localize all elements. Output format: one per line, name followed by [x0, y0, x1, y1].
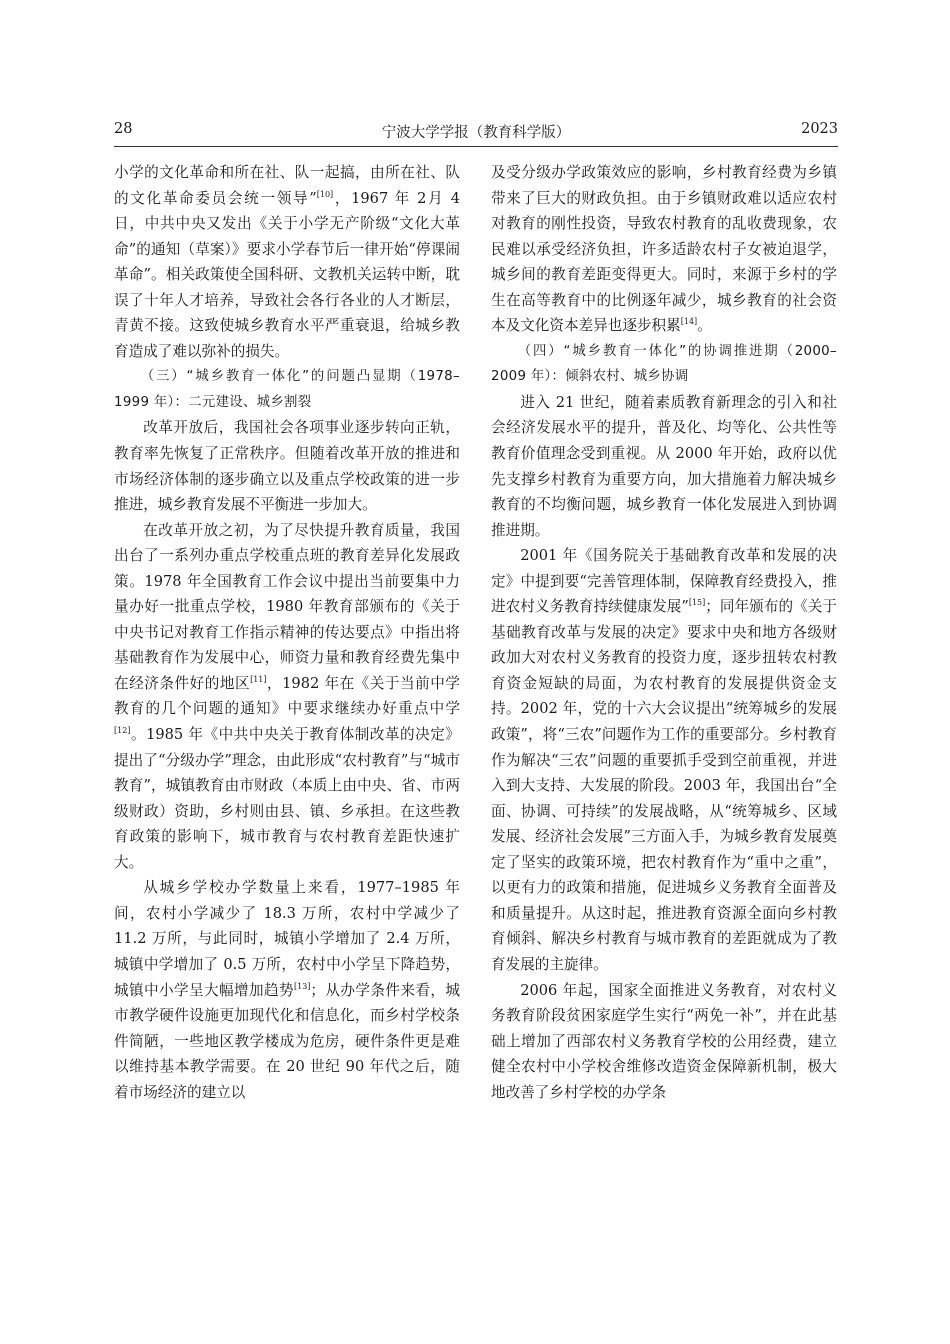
citation-14[interactable]: [14] [680, 317, 698, 327]
paragraph: 改革开放后，我国社会各项事业逐步转向正轨，教育率先恢复了正常秩序。但随着改革开放的推进和市场经济体制的逐步确立以及重点学校政策的进一步推进，城乡教育发展不平衡进一步加大。 [114, 419, 460, 514]
paragraph: 及受分级办学政策效应的影响，乡村教育经费为乡镇带来了巨大的财政负担。由于乡镇财政难以适应农村对教育的刚性投资，导致农村教育的乱收费现象，农民难以承受经济负担，许多适龄农村子女被迫退学，城乡间的教育差距变得更大。同时，来源于乡村的学生在高等教育中的比例逐年减少，城乡教育的社会资本及文化资本差异也逐步积累[14]。 [491, 164, 837, 335]
citation-11[interactable]: [11] [250, 674, 267, 684]
paragraph: 2001 年《国务院关于基础教育改革和发展的决定》中提到要“完善管理体制，保障教育经费投入，推进农村义务教育持续健康发展”[15]；同年颁布的《关于基础教育改革与发展的决定》要求中央和地方各级财政加大对农村义务教育的投资力度，逐步扭转农村教育资金短缺的局面，为农村教育的发展提供资金支持。2002 年，党的十六大会议提出“统筹城乡的发展政策”，将“三农”问题作为工作的重要部分。乡村教育作为解决“三农”问题的重要抓手受到空前重视，并进入到大支持、大发展的阶段。2003 年，我国出台“全面、协调、可持续”的发展战略，从“统筹城乡、区域发展、经济社会发展”三方面入手，为城乡教育发展奠定了坚实的政策环境，把农村教育作为“重中之重”，以更有力的政策和措施，促进城乡义务教育全面普及和质量提升。从这时起，推进教育资源全面向乡村教育倾斜、解决乡村教育与城市教育的差距就成为了教育发展的主旋律。 [491, 547, 837, 973]
publication-year: 2023 [801, 121, 838, 137]
journal-title: 宁波大学学报（教育科学版） [381, 125, 571, 141]
paragraph: 进入 21 世纪，随着素质教育新理念的引入和社会经济发展水平的提升，普及化、均等化、公共性等教育价值理念受到重视。从 2000 年开始，政府以优先支撑乡村教育为重要方向，加大措施着力解决城乡教育的不均衡问题，城乡教育一体化发展进入到协调推进期。 [491, 393, 837, 539]
citation-13[interactable]: [13] [293, 981, 311, 991]
paragraph: 在改革开放之初，为了尽快提升教育质量，我国出台了一系列办重点学校重点班的教育差异化发展政策。1978 年全国教育工作会议中提出当前要集中力量办好一批重点学校，1980 年教育部颁布的《关于中央书记对教育工作指示精神的传达要点》中指出将基础教育作为发展中心，师资力量和教育经费先集中在经济条件好的地区[11]，1982 年在《关于当前中学教育的几个问题的通知》中要求继续办好重点中学[12]。1985 年《中共中央关于教育体制改革的决定》提出了“分级办学”理念，由此形成“农村教育”与“城市教育”，城镇教育由市财政（本质上由中央、省、市两级财政）资助，乡村则由县、镇、乡承担。在这些教育政策的影响下，城市教育与农村教育差距快速扩大。 [114, 521, 460, 871]
paragraph: 小学的文化革命和所在社、队一起搞，由所在社、队的文化革命委员会统一领导”[10]，1967 年 2月 4 日，中共中央又发出《关于小学无产阶级“文化大革命”的通知（草案）》要求小学春节后一律开始“停课闹革命”。相关政策使全国科研、文教机关运转中断，耽误了十年人才培养，导致社会各行各业的人才断层，青黄不接。这致使城乡教育水平严重衰退，给城乡教育造成了难以弥补的损失。 [114, 164, 460, 360]
header-rule [114, 146, 838, 147]
citation-10[interactable]: [10] [316, 189, 334, 199]
right-column [491, 160, 837, 1105]
citation-15[interactable]: [15] [688, 598, 706, 608]
page-number: 28 [114, 121, 133, 137]
running-header [114, 118, 838, 144]
citation-12[interactable]: [12] [114, 726, 131, 736]
paragraph: 2006 年起，国家全面推进义务教育，对农村义务教育阶段贫困家庭学生实行“两免一补”，并在此基础上增加了西部农村义务教育学校的公用经费，建立健全农村中小学校舍维修改造资金保障新机制，极大地改善了乡村学校的办学条 [491, 981, 837, 1101]
section-heading-3: （三）“城乡教育一体化”的问题凸显期（1978– 1999 年）：二元建设、城乡割裂 [114, 369, 460, 410]
left-column [114, 160, 460, 1105]
paragraph: 从城乡学校办学数量上来看，1977–1985 年间，农村小学减少了 18.3 万所，农村中学减少了 11.2 万所，与此同时，城镇小学增加了 2.4 万所，城镇中学增加了 0.5 万所，农村中小学呈下降趋势，城镇中小学呈大幅增加趋势[13]；从办学条件来看，城市教学硬件设施更加现代化和信息化，而乡村学校条件简陋，一些地区教学楼成为危房，硬件条件更是难以维持基本教学需要。在 20 世纪 90 年代之后，随着市场经济的建立以 [114, 879, 460, 1101]
section-heading-4: （四）“城乡教育一体化”的协调推进期（2000–2009 年）：倾斜农村、城乡协调 [491, 343, 837, 385]
